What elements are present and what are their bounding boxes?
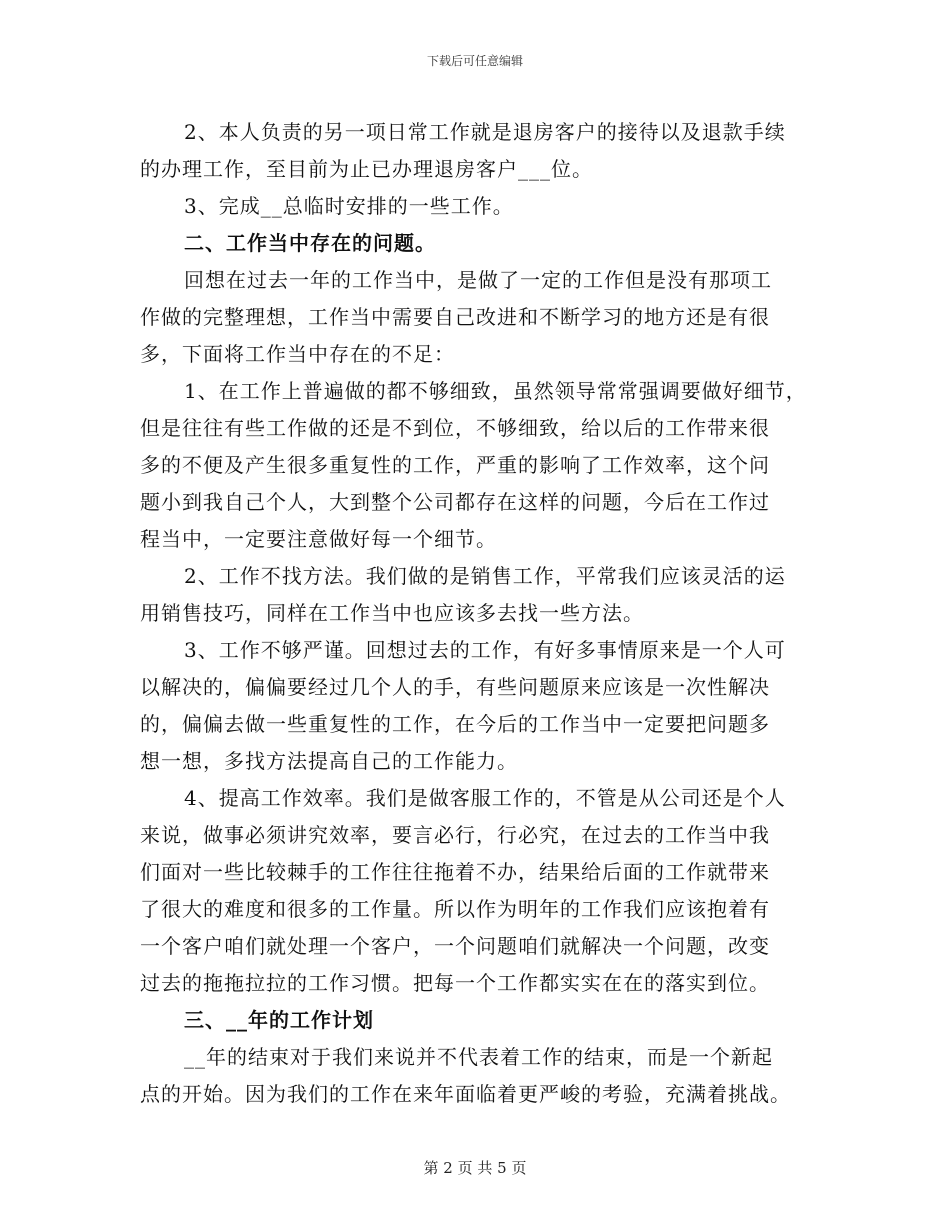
text-line: 的办理工作，至目前为止已办理退房客户___位。 — [140, 157, 593, 181]
text-line: 回想在过去一年的工作当中，是做了一定的工作但是没有那项工 — [184, 268, 772, 292]
text-line: 过去的拖拖拉拉的工作习惯。把每一个工作都实实在在的落实到位。 — [140, 971, 770, 995]
text-line: 们面对一些比较棘手的工作往往拖着不办，结果给后面的工作就带来 — [140, 860, 770, 884]
text-line: 点的开始。因为我们的工作在来年面临着更严峻的考验，充满着挑战。 — [140, 1082, 791, 1106]
text-line: 题小到我自己个人，大到整个公司都存在这样的问题，今后在工作过 — [140, 490, 770, 514]
text-line: 作做的完整理想，工作当中需要自己改进和不断学习的地方还是有很 — [140, 305, 770, 329]
text-line: 的，偏偏去做一些重复性的工作，在今后的工作当中一定要把问题多 — [140, 712, 770, 736]
text-line: 多，下面将工作当中存在的不足： — [140, 342, 455, 366]
section-heading: 二、工作当中存在的问题。 — [184, 231, 436, 255]
text-line: 多的不便及产生很多重复性的工作，严重的影响了工作效率，这个问 — [140, 453, 770, 477]
document-body — [140, 114, 820, 1113]
text-line: 想一想，多找方法提高自己的工作能力。 — [140, 749, 518, 773]
text-line: 1、在工作上普遍做的都不够细致，虽然领导常常强调要做好细节， — [184, 379, 807, 403]
text-line: 3、完成__总临时安排的一些工作。 — [184, 194, 514, 218]
text-line: 程当中，一定要注意做好每一个细节。 — [140, 527, 497, 551]
text-line: 但是往往有些工作做的还是不到位，不够细致，给以后的工作带来很 — [140, 416, 770, 440]
text-line: 以解决的，偏偏要经过几个人的手，有些问题原来应该是一次性解决 — [140, 675, 770, 699]
page-number: 第 2 页 共 5 页 — [423, 1159, 527, 1177]
text-line: __年的结束对于我们来说并不代表着工作的结束，而是一个新起 — [184, 1045, 773, 1069]
text-line: 一个客户咱们就处理一个客户，一个问题咱们就解决一个问题，改变 — [140, 934, 770, 958]
text-line: 3、工作不够严谨。回想过去的工作，有好多事情原来是一个人可 — [184, 638, 786, 662]
text-line: 用销售技巧，同样在工作当中也应该多去找一些方法。 — [140, 601, 644, 625]
text-line: 来说，做事必须讲究效率，要言必行，行必究，在过去的工作当中我 — [140, 823, 770, 847]
text-line: 2、本人负责的另一项日常工作就是退房客户的接待以及退款手续 — [184, 120, 786, 144]
page-header-note: 下载后可任意编辑 — [426, 54, 523, 68]
text-line: 2、工作不找方法。我们做的是销售工作，平常我们应该灵活的运 — [184, 564, 786, 588]
section-heading: 三、__年的工作计划 — [184, 1008, 374, 1032]
text-line: 了很大的难度和很多的工作量。所以作为明年的工作我们应该抱着有 — [140, 897, 770, 921]
text-line: 4、提高工作效率。我们是做客服工作的，不管是从公司还是个人 — [184, 786, 786, 810]
